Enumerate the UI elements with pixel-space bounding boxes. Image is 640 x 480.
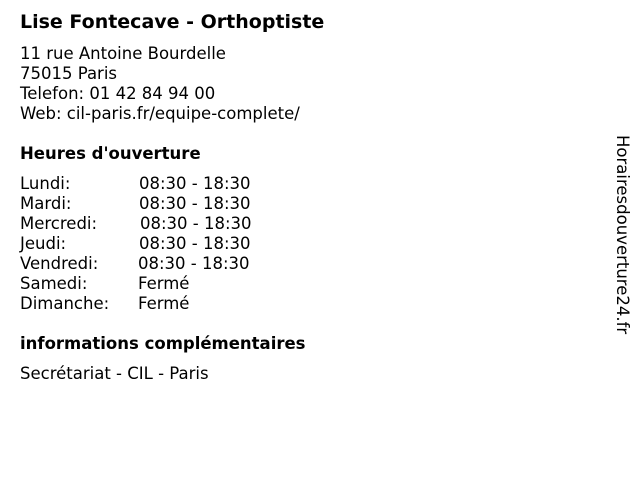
day-label: Vendredi: — [20, 254, 99, 273]
website-link[interactable]: Web: cil-paris.fr/equipe-complete/ — [20, 104, 300, 123]
day-label: Lundi: — [20, 174, 71, 193]
time-value: 08:30 - 18:30 — [139, 234, 251, 253]
time-value: 08:30 - 18:30 — [140, 214, 252, 233]
day-label: Mercredi: — [20, 214, 98, 233]
time-value: 08:30 - 18:30 — [139, 174, 251, 193]
day-label: Jeudi: — [20, 234, 67, 253]
city-postal: 75015 Paris — [20, 64, 118, 83]
time-value: Fermé — [138, 274, 190, 293]
street-address: 11 rue Antoine Bourdelle — [20, 44, 226, 63]
info-heading: informations complémentaires — [20, 334, 306, 353]
time-value: 08:30 - 18:30 — [138, 254, 250, 273]
business-name: Lise Fontecave - Orthoptiste — [20, 11, 325, 33]
hours-heading: Heures d'ouverture — [20, 144, 201, 163]
info-text: Secrétariat - CIL - Paris — [20, 364, 209, 383]
day-label: Dimanche: — [20, 294, 110, 313]
time-value: 08:30 - 18:30 — [139, 194, 251, 213]
time-value: Fermé — [138, 294, 190, 313]
day-label: Samedi: — [20, 274, 88, 293]
site-watermark: Horairesdouverture24.fr — [613, 135, 632, 335]
phone-number: Telefon: 01 42 84 94 00 — [20, 84, 216, 103]
day-label: Mardi: — [20, 194, 72, 213]
address-block — [20, 44, 300, 124]
